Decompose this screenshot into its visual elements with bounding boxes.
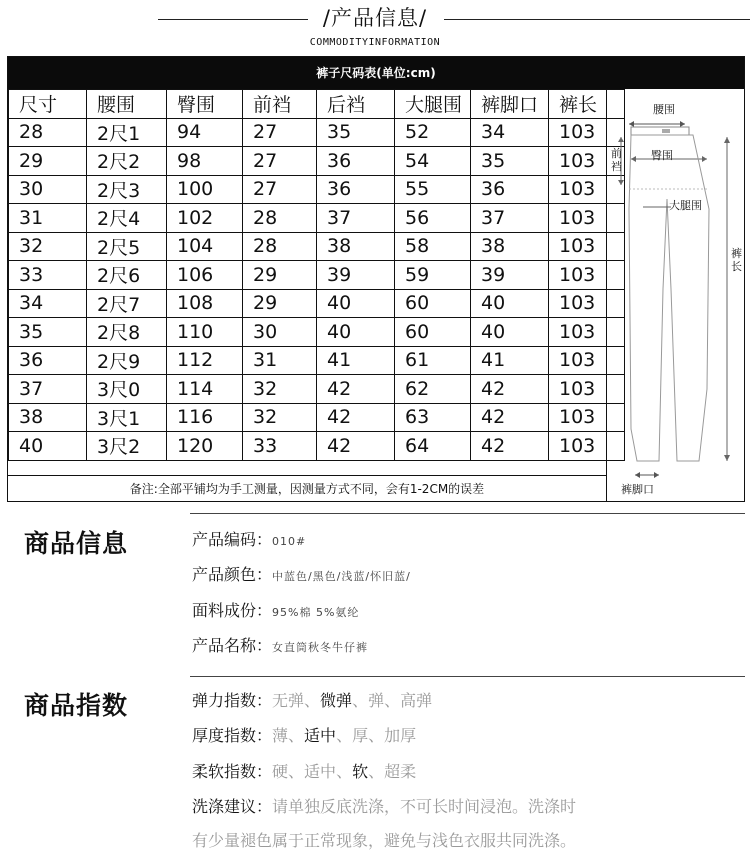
size-chart-title: 裤子尺码表(单位:cm) — [8, 57, 744, 89]
size-cell: 30 — [243, 318, 317, 347]
size-cell: 2尺7 — [87, 289, 167, 318]
size-cell: 38 — [9, 403, 87, 432]
size-cell: 3尺2 — [87, 432, 167, 461]
size-cell: 3尺0 — [87, 375, 167, 404]
size-cell: 103 — [549, 289, 625, 318]
size-table-header — [9, 90, 625, 119]
size-cell: 35 — [317, 118, 395, 147]
info-color-value: 中蓝色/黑色/浅蓝/怀旧蓝/ — [272, 570, 411, 583]
size-cell: 103 — [549, 375, 625, 404]
index-option: 加厚 — [384, 726, 417, 745]
size-col-header: 后裆 — [317, 90, 395, 119]
product-info-heading: 商品信息 — [24, 529, 129, 558]
size-cell: 103 — [549, 204, 625, 233]
size-cell: 42 — [471, 403, 549, 432]
index-thickness-label: 厚度指数： — [192, 726, 273, 745]
size-cell: 39 — [317, 261, 395, 290]
size-chart — [7, 56, 745, 502]
size-col-header: 臀围 — [167, 90, 243, 119]
size-cell: 28 — [243, 232, 317, 261]
size-cell: 32 — [9, 232, 87, 261]
index-wash-line1: 请单独反底洗涤，不可长时间浸泡。洗涤时 — [272, 797, 577, 816]
index-softness-label: 柔软指数： — [192, 762, 273, 781]
size-row — [9, 175, 625, 204]
diagram-label-waist: 腰围 — [653, 103, 675, 116]
size-cell: 39 — [471, 261, 549, 290]
size-row — [9, 118, 625, 147]
size-cell: 27 — [243, 118, 317, 147]
size-cell: 103 — [549, 147, 625, 176]
size-chart-note: 备注:全部平铺均为手工测量，因测量方式不同，会有1-2CM的误差 — [8, 475, 606, 502]
index-elasticity-options — [272, 691, 432, 710]
info-fabric-label: 面料成份： — [192, 601, 273, 620]
info-name — [192, 633, 368, 656]
size-cell: 37 — [317, 204, 395, 233]
size-row — [9, 375, 625, 404]
index-option: 超柔 — [384, 762, 417, 781]
size-cell: 64 — [395, 432, 471, 461]
size-cell: 103 — [549, 261, 625, 290]
index-wash-continued — [192, 828, 576, 851]
size-cell: 55 — [395, 175, 471, 204]
info-color — [192, 562, 411, 585]
size-col-header: 大腿围 — [395, 90, 471, 119]
size-cell: 54 — [395, 147, 471, 176]
size-cell: 31 — [243, 346, 317, 375]
size-col-header: 尺寸 — [9, 90, 87, 119]
index-option: 软 — [352, 762, 369, 781]
pants-illustration — [607, 89, 745, 501]
size-cell: 29 — [243, 261, 317, 290]
size-cell: 2尺8 — [87, 318, 167, 347]
size-cell: 33 — [9, 261, 87, 290]
index-elasticity — [192, 688, 432, 711]
index-thickness-options — [272, 726, 416, 745]
size-cell: 41 — [317, 346, 395, 375]
index-separator: 、 — [288, 726, 305, 745]
size-cell: 60 — [395, 289, 471, 318]
size-cell: 61 — [395, 346, 471, 375]
size-cell: 42 — [317, 403, 395, 432]
size-cell: 40 — [471, 289, 549, 318]
size-cell: 108 — [167, 289, 243, 318]
index-wash-label: 洗涤建议： — [192, 797, 273, 816]
size-col-header: 裤长 — [549, 90, 625, 119]
size-table — [8, 89, 625, 461]
index-separator: 、 — [288, 762, 305, 781]
size-cell: 103 — [549, 403, 625, 432]
index-separator: 、 — [336, 726, 353, 745]
size-cell: 103 — [549, 346, 625, 375]
index-separator: 、 — [336, 762, 353, 781]
size-cell: 106 — [167, 261, 243, 290]
size-cell: 31 — [9, 204, 87, 233]
size-cell: 58 — [395, 232, 471, 261]
size-row — [9, 261, 625, 290]
index-option: 高弹 — [400, 691, 433, 710]
header-title: /产品信息/ — [322, 6, 428, 30]
size-cell: 41 — [471, 346, 549, 375]
info-code-label: 产品编码： — [192, 530, 273, 549]
size-cell: 35 — [9, 318, 87, 347]
size-table-body — [9, 118, 625, 460]
info-color-label: 产品颜色： — [192, 565, 273, 584]
index-option: 适中 — [304, 762, 337, 781]
product-index-rule — [190, 676, 745, 677]
size-cell: 63 — [395, 403, 471, 432]
size-cell: 52 — [395, 118, 471, 147]
size-cell: 3尺1 — [87, 403, 167, 432]
size-cell: 29 — [9, 147, 87, 176]
size-cell: 29 — [243, 289, 317, 318]
index-elasticity-label: 弹力指数： — [192, 691, 273, 710]
size-cell: 28 — [9, 118, 87, 147]
size-cell: 34 — [471, 118, 549, 147]
size-cell: 116 — [167, 403, 243, 432]
size-row — [9, 403, 625, 432]
diagram-label-length: 裤长 — [731, 247, 742, 273]
size-cell: 59 — [395, 261, 471, 290]
index-softness-options — [272, 762, 416, 781]
info-fabric — [192, 598, 359, 621]
index-option: 厚 — [352, 726, 369, 745]
size-cell: 42 — [317, 432, 395, 461]
size-cell: 40 — [317, 318, 395, 347]
size-cell: 36 — [471, 175, 549, 204]
size-cell: 56 — [395, 204, 471, 233]
size-cell: 30 — [9, 175, 87, 204]
size-row — [9, 204, 625, 233]
section-header — [0, 0, 750, 56]
size-row — [9, 289, 625, 318]
size-cell: 37 — [471, 204, 549, 233]
size-col-header: 裤脚口 — [471, 90, 549, 119]
size-cell: 40 — [9, 432, 87, 461]
index-softness — [192, 759, 416, 782]
size-row — [9, 432, 625, 461]
size-cell: 120 — [167, 432, 243, 461]
size-cell: 62 — [395, 375, 471, 404]
size-cell: 42 — [471, 375, 549, 404]
index-option: 适中 — [304, 726, 337, 745]
size-cell: 104 — [167, 232, 243, 261]
index-separator: 、 — [384, 691, 401, 710]
size-cell: 35 — [471, 147, 549, 176]
index-option: 弹 — [368, 691, 385, 710]
size-cell: 33 — [243, 432, 317, 461]
size-cell: 98 — [167, 147, 243, 176]
size-cell: 36 — [9, 346, 87, 375]
size-col-header: 腰围 — [87, 90, 167, 119]
size-cell: 103 — [549, 118, 625, 147]
info-name-label: 产品名称： — [192, 636, 273, 655]
size-cell: 2尺4 — [87, 204, 167, 233]
index-wash — [192, 794, 576, 817]
size-cell: 2尺1 — [87, 118, 167, 147]
size-cell: 40 — [471, 318, 549, 347]
index-option: 无弹 — [272, 691, 305, 710]
size-cell: 102 — [167, 204, 243, 233]
size-cell: 37 — [9, 375, 87, 404]
size-cell: 28 — [243, 204, 317, 233]
index-thickness — [192, 723, 416, 746]
header-subtitle: COMMODITYINFORMATION — [309, 37, 441, 48]
index-separator: 、 — [352, 691, 369, 710]
size-row — [9, 232, 625, 261]
size-cell: 114 — [167, 375, 243, 404]
size-cell: 32 — [243, 403, 317, 432]
size-cell: 27 — [243, 147, 317, 176]
info-fabric-value: 95%棉 5%氨纶 — [272, 606, 360, 619]
size-cell: 103 — [549, 318, 625, 347]
info-code-value: 010# — [272, 535, 307, 548]
size-cell: 40 — [317, 289, 395, 318]
index-wash-line2: 有少量褪色属于正常现象，避免与浅色衣服共同洗涤。 — [192, 831, 577, 850]
diagram-label-hem: 裤脚口 — [621, 483, 654, 496]
size-cell: 60 — [395, 318, 471, 347]
size-row — [9, 318, 625, 347]
size-cell: 42 — [317, 375, 395, 404]
info-name-value: 女直筒秋冬牛仔裤 — [272, 641, 369, 654]
size-cell: 2尺9 — [87, 346, 167, 375]
size-cell: 38 — [471, 232, 549, 261]
size-cell: 34 — [9, 289, 87, 318]
diagram-label-thigh: 大腿围 — [669, 199, 702, 212]
diagram-label-front-rise: 前裆 — [611, 147, 622, 173]
size-cell: 110 — [167, 318, 243, 347]
size-cell: 32 — [243, 375, 317, 404]
size-cell: 38 — [317, 232, 395, 261]
index-option: 硬 — [272, 762, 289, 781]
size-cell: 100 — [167, 175, 243, 204]
index-separator: 、 — [304, 691, 321, 710]
product-info-rule — [190, 513, 745, 514]
product-index-heading: 商品指数 — [24, 691, 129, 720]
index-option: 薄 — [272, 726, 289, 745]
size-cell: 2尺3 — [87, 175, 167, 204]
size-cell: 112 — [167, 346, 243, 375]
size-row — [9, 346, 625, 375]
size-cell: 42 — [471, 432, 549, 461]
size-col-header: 前裆 — [243, 90, 317, 119]
info-code — [192, 527, 306, 550]
index-separator: 、 — [368, 726, 385, 745]
size-cell: 2尺2 — [87, 147, 167, 176]
size-cell: 36 — [317, 147, 395, 176]
size-cell: 103 — [549, 175, 625, 204]
size-cell: 103 — [549, 232, 625, 261]
size-cell: 94 — [167, 118, 243, 147]
diagram-label-hip: 臀围 — [651, 149, 673, 162]
size-cell: 103 — [549, 432, 625, 461]
size-cell: 27 — [243, 175, 317, 204]
size-cell: 2尺5 — [87, 232, 167, 261]
size-cell: 2尺6 — [87, 261, 167, 290]
index-separator: 、 — [368, 762, 385, 781]
index-option: 微弹 — [320, 691, 353, 710]
size-cell: 36 — [317, 175, 395, 204]
size-row — [9, 147, 625, 176]
pants-diagram — [606, 89, 745, 501]
